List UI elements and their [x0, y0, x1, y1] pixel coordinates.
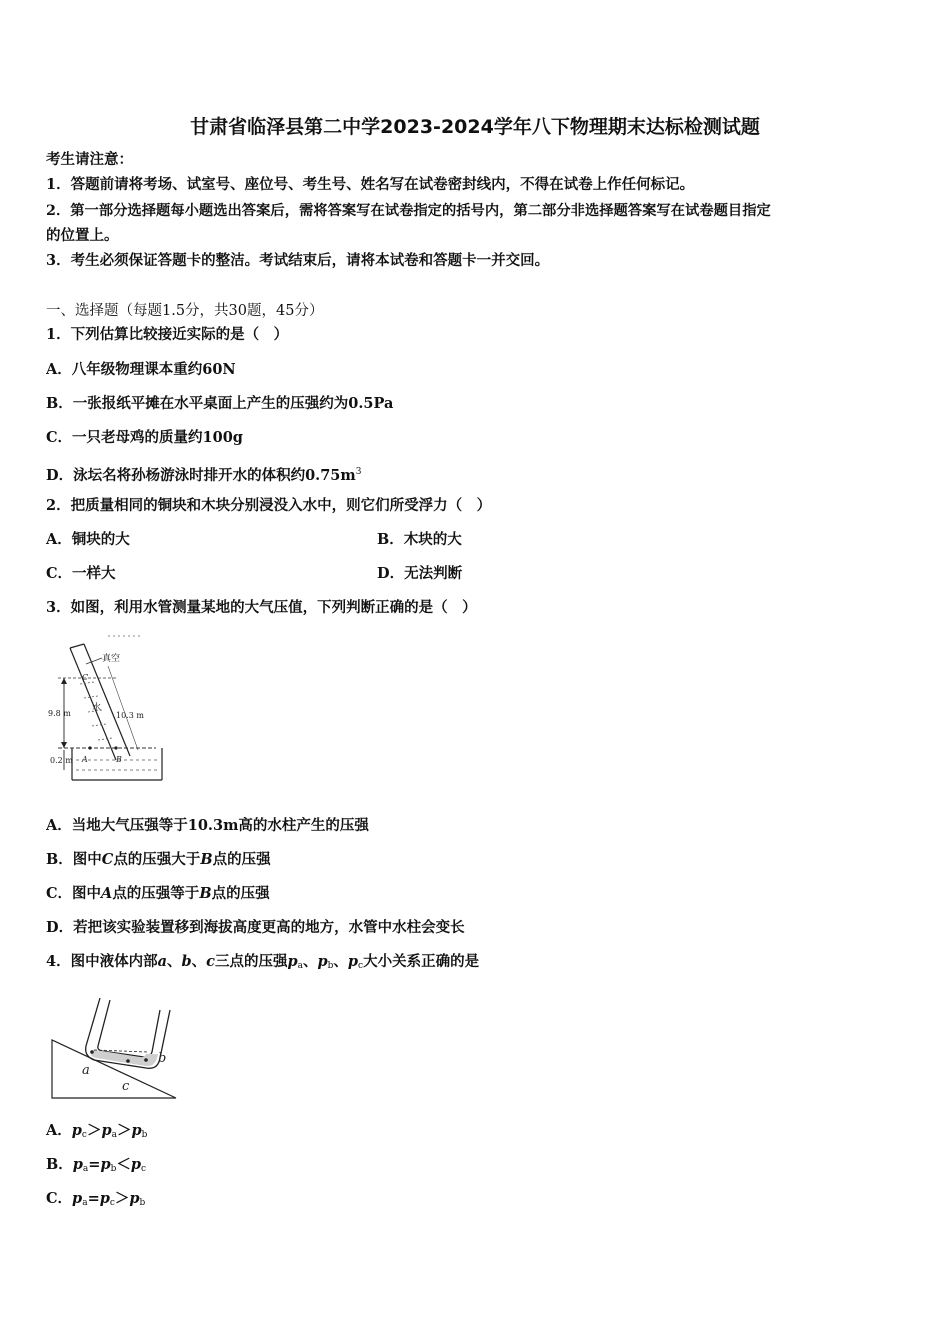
q4-option-a: [46, 1121, 147, 1145]
q4-option-c-p2-sub: c: [109, 1198, 115, 1208]
q3-option-c: [46, 884, 270, 904]
q2-stem: 2．把质量相同的铜块和木块分别浸没入水中，则它们所受浮力（ ）: [46, 497, 492, 514]
q3-option-c-post: 点的压强: [211, 885, 270, 902]
notice-item-3: 3．考生必须保证答题卡的整洁。考试结束后，请将本试卷和答题卡一并交回。: [46, 252, 550, 269]
q4-option-a-p2-sub: a: [111, 1130, 117, 1140]
q1-stem: 1．下列估算比较接近实际的是（ ）: [46, 326, 289, 343]
q3-option-c-var2: B: [199, 885, 212, 902]
q4-option-a-p3-sub: b: [141, 1130, 148, 1140]
q3-label-point-b: B: [116, 755, 122, 764]
q3-option-b-mid: 点的压强大于: [113, 851, 201, 868]
notice-item-2: 2．第一部分选择题每小题选出答案后，需将答案写在试卷指定的括号内，第二部分非选择题答案写在试卷题目指定: [46, 203, 771, 219]
q4-option-c-eq: =: [87, 1190, 100, 1207]
q4-stem-sep3: 、: [303, 953, 318, 970]
q4-option-a-p1-sub: c: [81, 1130, 87, 1140]
q3-option-a: A．当地大气压强等于10.3m高的水柱产生的压强: [46, 817, 369, 834]
q4-stem-b: b: [181, 953, 192, 970]
q4-figure-label-b: b: [158, 1051, 167, 1066]
q4-figure-label-c: c: [122, 1079, 130, 1094]
q1-option-d-text: D．泳坛名将孙杨游泳时排开水的体积约0.75m: [46, 467, 356, 484]
q4-option-c-p1-sub: a: [82, 1198, 88, 1208]
q2-option-d: D．无法判断: [377, 565, 463, 582]
q4-stem-pc-sub: c: [358, 961, 364, 971]
q4-option-b-p3-sub: c: [140, 1164, 147, 1174]
q4-stem: [46, 952, 479, 976]
q2-option-b: B．木块的大: [377, 531, 462, 548]
exam-title: 甘肃省临泽县第二中学2023-2024学年八下物理期末达标检测试题: [190, 116, 760, 138]
q3-label-h1: 9.8 m: [48, 709, 71, 718]
q4-stem-pa-sub: a: [297, 961, 303, 971]
q4-option-a-p3: p: [131, 1122, 142, 1139]
section-heading: 一、选择题（每题1.5分，共30题，45分）: [46, 303, 324, 319]
q4-option-c: [46, 1189, 145, 1213]
q3-option-b: [46, 850, 271, 870]
q3-option-c-mid: 点的压强等于: [112, 885, 200, 902]
q4-stem-sep2: 、: [191, 953, 207, 970]
q4-option-b-p2-sub: b: [110, 1164, 117, 1174]
q4-stem-post: 大小关系正确的是: [363, 953, 480, 970]
q4-option-b-p3: p: [130, 1156, 141, 1173]
q4-option-c-p3-sub: b: [139, 1198, 146, 1208]
notice-item-2-cont: 的位置上。: [46, 227, 119, 244]
q4-option-c-p1: p: [72, 1190, 83, 1207]
q1-option-a: A．八年级物理课本重约60N: [46, 361, 236, 378]
q4-option-b-eq: =: [88, 1156, 101, 1173]
q2-option-c: C．一样大: [46, 565, 116, 582]
q4-option-a-p1: p: [71, 1122, 82, 1139]
q4-option-c-p3: p: [129, 1190, 140, 1207]
q4-option-c-gt: ＞: [114, 1190, 130, 1207]
q1-option-d: [46, 462, 361, 486]
q3-option-b-var2: B: [200, 851, 213, 868]
q4-option-b-lt: ＜: [116, 1156, 131, 1173]
q4-option-b-p2: p: [100, 1156, 111, 1173]
q3-label-vacuum: 真空: [102, 654, 121, 664]
q3-water-tube-figure: [46, 632, 168, 800]
q4-stem-c: c: [206, 953, 215, 970]
q4-stem-sep1: 、: [167, 953, 182, 970]
q1-option-d-sup: 3: [355, 467, 362, 477]
q3-option-c-var1: A: [101, 885, 113, 902]
q4-option-b-label: B．: [46, 1156, 73, 1173]
q3-label-point-a: A: [82, 755, 88, 764]
q4-incline-tube-figure: [48, 990, 180, 1102]
q2-option-a: A．铜块的大: [46, 531, 130, 548]
q4-option-c-label: C．: [46, 1190, 73, 1207]
q4-option-b-p1-sub: a: [82, 1164, 89, 1174]
q4-stem-mid: 三点的压强: [214, 953, 288, 970]
q4-stem-pa: p: [287, 953, 298, 970]
q4-option-b-p1: p: [72, 1156, 83, 1173]
q4-option-a-gt1: ＞: [86, 1122, 102, 1139]
q4-stem-sep4: 、: [333, 953, 348, 970]
q4-stem-a: a: [157, 953, 167, 970]
notice-item-1: 1．答题前请将考场、试室号、座位号、考生号、姓名写在试卷密封线内，不得在试卷上作任何标记。: [46, 176, 695, 193]
q4-stem-pb-sub: b: [327, 961, 334, 971]
q3-option-c-pre: C．图中: [46, 885, 102, 902]
q3-option-b-var1: C: [101, 851, 114, 868]
q4-stem-pb: p: [317, 953, 328, 970]
q4-stem-pc: p: [347, 953, 359, 970]
q4-stem-pre: 4．图中液体内部: [46, 953, 158, 970]
q3-label-h2: 10.3 m: [116, 711, 144, 720]
q3-label-point-c: C: [82, 673, 89, 682]
notice-heading: 考生请注意：: [46, 151, 133, 168]
q4-option-a-label: A．: [46, 1122, 72, 1139]
q4-figure-label-a: a: [82, 1063, 90, 1078]
q4-option-a-p2: p: [101, 1122, 112, 1139]
q3-option-b-post: 点的压强: [212, 851, 271, 868]
q1-option-b: B．一张报纸平摊在水平桌面上产生的压强约为0.5Pa: [46, 395, 394, 412]
q4-option-b: [46, 1155, 146, 1179]
q3-option-b-pre: B．图中: [46, 851, 102, 868]
q3-label-h3: 0.2 m: [50, 756, 73, 765]
q3-stem: 3．如图，利用水管测量某地的大气压值，下列判断正确的是（ ）: [46, 599, 477, 616]
q4-option-a-gt2: ＞: [116, 1122, 132, 1139]
q4-option-c-p2: p: [99, 1190, 110, 1207]
q3-label-water: 水: [92, 703, 102, 713]
q3-option-d: D．若把该实验装置移到海拔高度更高的地方，水管中水柱会变长: [46, 919, 465, 936]
q1-option-c: C．一只老母鸡的质量约100g: [46, 429, 243, 446]
